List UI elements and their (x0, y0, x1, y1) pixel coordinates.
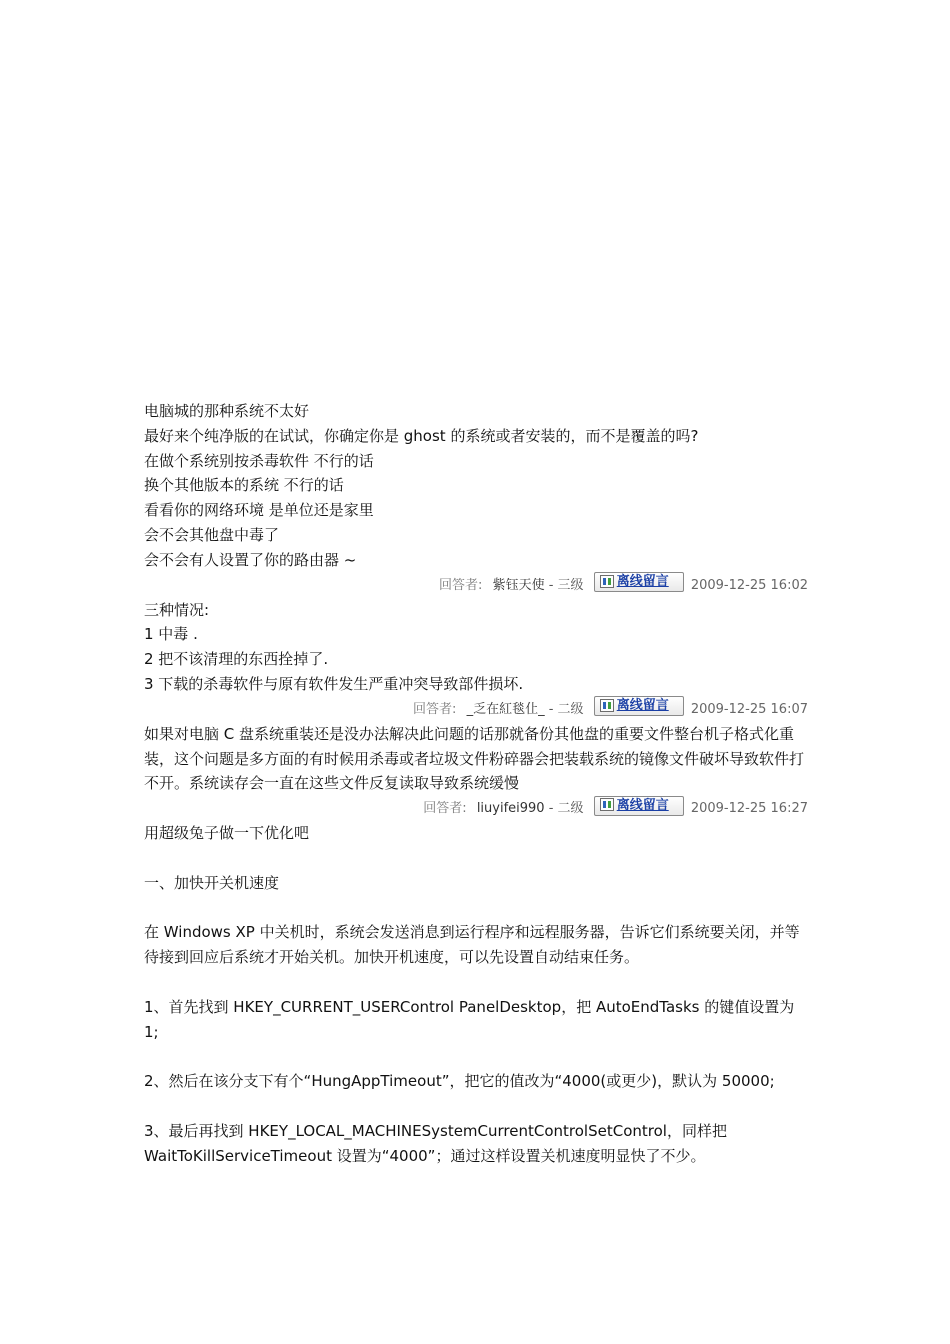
answer-3 (144, 722, 808, 821)
answer-intro: 用超级兔子做一下优化吧 (144, 824, 310, 843)
answer-timestamp: 2009-12-25 16:02 (690, 577, 808, 593)
answer-meta (144, 573, 808, 598)
answerer-label: 回答者: (439, 577, 483, 593)
offline-message-button[interactable] (594, 796, 684, 816)
answerer-name[interactable]: liuyifei990 (476, 801, 545, 817)
offline-message-button[interactable] (594, 696, 684, 716)
answer-timestamp: 2009-12-25 16:07 (690, 701, 808, 717)
answerer-rank: - 三级 (544, 577, 584, 593)
step-3: 3、最后再找到 HKEY_LOCAL_MACHINESystemCurrentControlSetControl，同样把 WaitToKillServiceTimeout 设置为“4000”；通过这样设置关机速度明显快了不少。 (144, 1121, 727, 1165)
answer-line: 电脑城的那种系统不太好 (144, 402, 310, 420)
offline-message-label: 离线留言 (616, 698, 669, 714)
answerer-label: 回答者: (423, 801, 467, 817)
answer-line: 看看你的网络环境 是单位还是家里 (144, 501, 374, 520)
answerer-name[interactable]: _乏在紅毯仩_ (466, 701, 545, 717)
answer-2 (144, 598, 808, 722)
answer-1 (144, 399, 808, 598)
offline-message-label: 离线留言 (616, 574, 669, 590)
step-2: 2、然后在该分支下有个“HungAppTimeout”，把它的值改为“4000(或更少)，默认为 50000; (144, 1072, 775, 1091)
answer-paragraph: 在 Windows XP 中关机时，系统会发送消息到运行程序和远程服务器，告诉它们系统要关闭，并等待接到回应后系统才开始关机。加快开机速度，可以先设置自动结束任务。 (144, 923, 800, 967)
answerer-rank: - 二级 (544, 801, 584, 817)
answer-line: 2 把不该清理的东西拴掉了. (144, 650, 329, 669)
answerer-label: 回答者: (413, 701, 457, 717)
answer-line: 会不会其他盘中毒了 (144, 525, 280, 544)
step-1: 1、首先找到 HKEY_CURRENT_USERControl PanelDesktop，把 AutoEndTasks 的键值设置为 1; (144, 997, 795, 1041)
offline-message-label: 离线留言 (616, 797, 669, 813)
message-icon (600, 575, 614, 588)
message-icon (600, 699, 614, 712)
answer-4 (144, 821, 808, 1168)
answer-line: 在做个系统别按杀毒软件 不行的话 (144, 451, 374, 470)
answer-line: 1 中毒 . (144, 625, 198, 644)
answer-meta (144, 697, 808, 722)
answer-line: 换个其他版本的系统 不行的话 (144, 476, 344, 495)
answer-line: 三种情况: (144, 600, 210, 619)
offline-message-button[interactable] (594, 572, 684, 592)
answer-meta (144, 796, 808, 821)
answer-line: 会不会有人设置了你的路由器 ~ (144, 550, 357, 569)
answer-timestamp: 2009-12-25 16:27 (690, 801, 808, 817)
answer-paragraph: 如果对电脑 C 盘系统重装还是没办法解决此问题的话那就备份其他盘的重要文件整台机子格式化重装，这个问题是多方面的有时候用杀毒或者垃圾文件粉碎器会把装载系统的镜像文件破坏导致软件打不开。系统读存会一直在这些文件反复读取导致系统缓慢 (144, 724, 805, 793)
answers-document (144, 399, 808, 1168)
answer-line: 最好来个纯净版的在试试，你确定你是 ghost 的系统或者安装的，而不是覆盖的吗? (144, 426, 699, 445)
answerer-rank: - 二级 (544, 701, 584, 717)
answer-line: 3 下载的杀毒软件与原有软件发生严重冲突导致部件损坏. (144, 674, 524, 693)
answerer-name[interactable]: 紫钰天使 (492, 577, 545, 593)
section-heading: 一、加快开关机速度 (144, 873, 280, 892)
message-icon (600, 798, 614, 811)
